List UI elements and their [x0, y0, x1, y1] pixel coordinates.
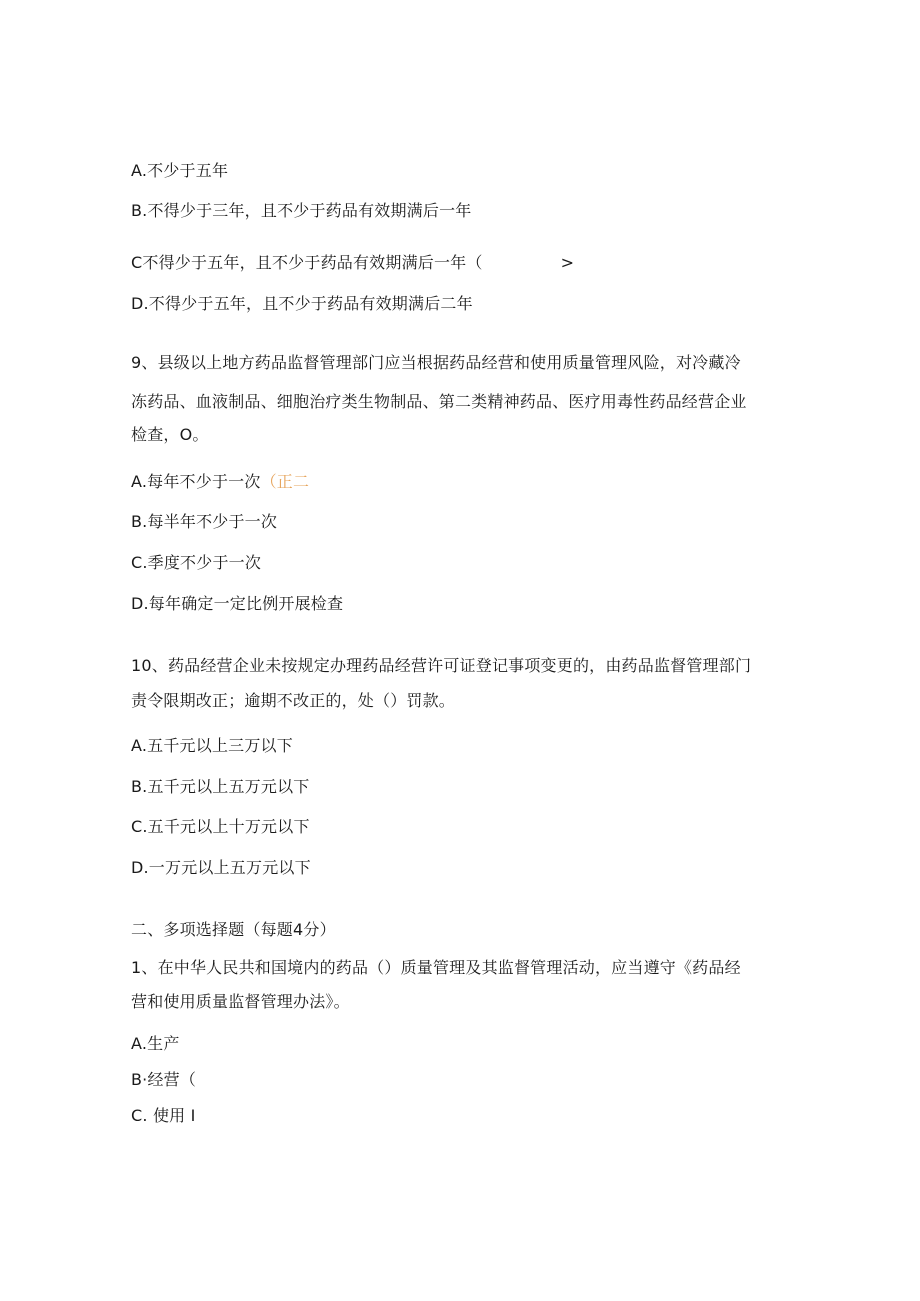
q9-option-a: [131, 472, 309, 492]
q10-option-c: C.五千元以上十万元以下: [131, 817, 310, 836]
q9-text-line-3: 检查，O。: [131, 425, 209, 444]
q9-option-d: D.每年确定一定比例开展检查: [131, 594, 344, 613]
q9-option-b: B.每半年不少于一次: [131, 512, 278, 531]
mq1-text-line-2: 营和使用质量监督管理办法》。: [131, 992, 350, 1011]
q9-option-a-note: （正二: [260, 472, 310, 491]
mq1-option-c: C. 使用 I: [131, 1106, 196, 1125]
q8-option-c: [131, 253, 574, 273]
mq1-option-a: A.生产: [131, 1034, 180, 1053]
mq1-text-line-1: 1、在中华人民共和国境内的药品（）质量管理及其监督管理活动，应当遵守《药品经: [131, 958, 741, 977]
q9-option-c: C.季度不少于一次: [131, 553, 262, 572]
q9-text-line-1: 9、县级以上地方药品监督管理部门应当根据药品经营和使用质量管理风险，对冷藏冷: [131, 353, 741, 372]
q8-option-d: D.不得少于五年，且不少于药品有效期满后二年: [131, 294, 473, 313]
q9-text-line-2: 冻药品、血液制品、细胞治疗类生物制品、第二类精神药品、医疗用毒性药品经营企业: [131, 392, 747, 411]
section-heading: 二、多项选择题（每题4分）: [131, 920, 336, 939]
q10-text-line-1: 10、药品经营企业未按规定办理药品经营许可证登记事项变更的，由药品监督管理部门: [131, 656, 752, 675]
mq1-option-b: B·经营（: [131, 1070, 197, 1089]
q8-option-c-mark: >: [560, 253, 575, 272]
q10-option-a: A.五千元以上三万以下: [131, 736, 293, 755]
q9-option-a-text: A.每年不少于一次: [131, 472, 261, 491]
q10-option-b: B.五千元以上五万元以下: [131, 777, 310, 796]
q10-text-line-2: 责令限期改正；逾期不改正的，处（）罚款。: [131, 691, 456, 710]
q8-option-a: A.不少于五年: [131, 161, 229, 180]
q10-option-d: D.一万元以上五万元以下: [131, 858, 311, 877]
q8-option-c-text: C不得少于五年，且不少于药品有效期满后一年（: [131, 253, 483, 272]
q8-option-b: B.不得少于三年，且不少于药品有效期满后一年: [131, 201, 472, 220]
